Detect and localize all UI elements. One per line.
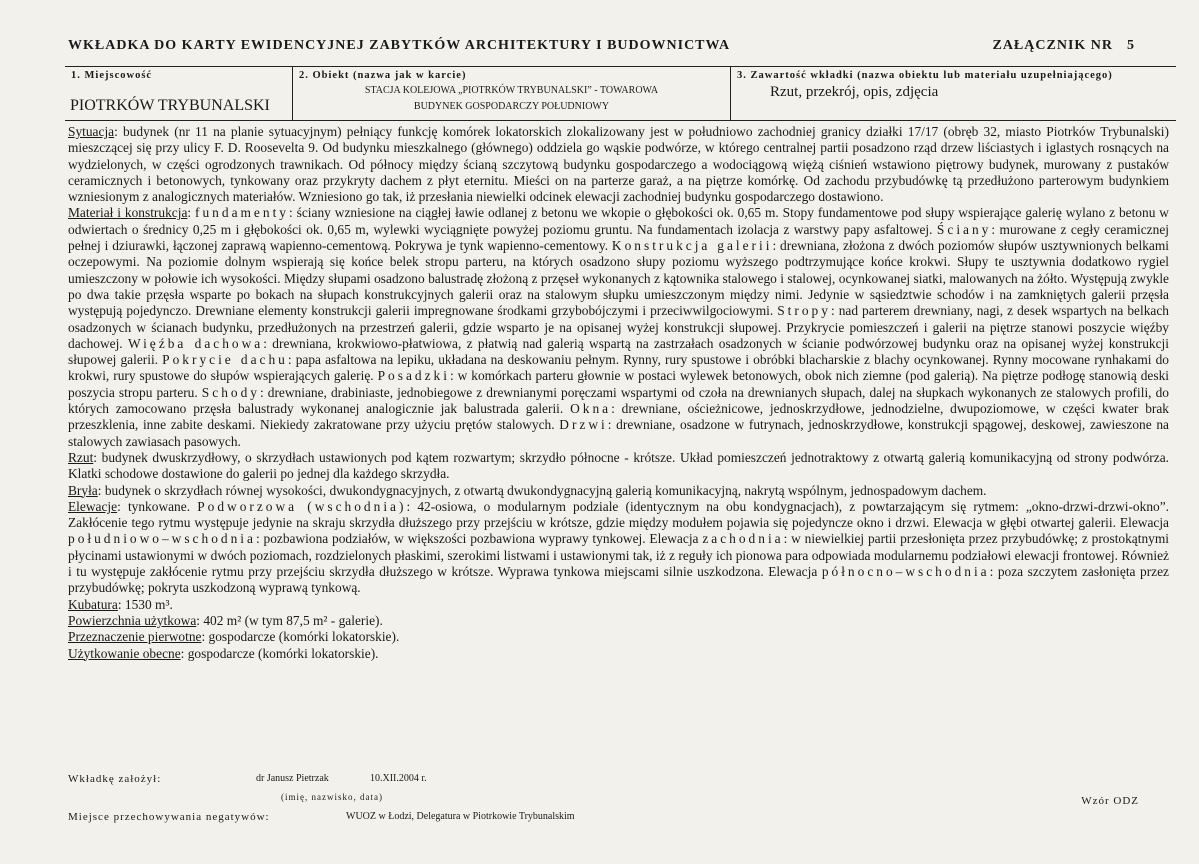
drzwi-text: : drewniane, osadzone w futrynach, jednoskrzydłowe, konstrukcji spągowej, deskowej, zawieszone na stalowych zawiasach pasowych. [68,417,1169,449]
wiezba-label: Więźba dachowa [127,335,264,351]
pokrycie-text: : papa asfaltowa na lepiku, układana na deskowaniu pełnym. Rynny, rury spustowe i obróbki blacharskie z blachy ocynkowanej. Rynny mocowane rynhakami do krokwi, rury spustowe do słupów wspierających galerię. [68,352,1170,384]
section-bryla [68,483,1169,499]
fundamenty-text: : ściany wzniesione na ciągłej ławie odlanej z betonu we wkopie o głębokości ok. 0,65 m. Stopy fundamentowe pod słupy wspierające galerię wylano z betonu w odwiertach o średnicy 0,25 m i głębokości ok. 0,65 m, wylewki wyciągnięte powyżej poziomu gruntu. Na fundamentach izolacja z warstwy papy asfaltowej. [68,205,1169,237]
zachodnia-label: zachodnia [702,531,784,547]
section-przeznaczenie [68,629,1169,645]
document-footer [68,770,1139,830]
author-date: 10.XII.2004 r. [370,773,427,784]
sytuacja-label: Sytuacja [68,124,115,139]
sciany-label: Ściany [936,221,992,237]
author-name: dr Janusz Pietrzak [256,773,329,784]
sytuacja-text: : budynek (nr 11 na planie sytuacyjnym) pełniący funkcję komórek lokatorskich zlokalizowany jest w południowo zachodniej granicy działki 17/17 (obręb 32, miasto Piotrków Trybunalski) mieszczącej się przy ulicy F. D. Roosevelta 9. Od budynku mieszkalnego (głównego) oddziela go wąskie podwórze, w którego centralnej partii posadzono rząd drzew liściastych i iglastych rosnących na wydzielonych, w części ogrodzonych trawnikach. Od północy między ścianą szczytową budynku gospodarczego a wodociągową więżą ciśnień wstawiono piętrowy budynek, murowany z pustaków ceramicznych i betonowych, tynkowany oraz przykryty dachem z płyt eternitu. Mieści on na parterze garaż, a na piętrze komórkę. Od zachodu przybudówkę tą przedłużono parterowym budynkiem wzniesionym z analogicznych materiałów. Wzniesiono go tak, iż przesłania niewielki odcinek elewacji zachodniej budynku gospodarczego dostawiono. [68,124,1169,205]
rzut-label: Rzut [68,449,94,465]
storage-value: WUOZ w Łodzi, Delegatura w Piotrkowie Trybunalskim [346,811,575,822]
przeznaczenie-value: : gospodarcze (komórki lokatorskie). [201,629,400,645]
stropy-label: Stropy [777,303,831,319]
drzwi-label: Drzwi [559,417,608,433]
contents-label: 3. Zawartość wkładki (nazwa obiektu lub materiału uzupełniającego) [737,70,1113,81]
przeznaczenie-label: Przeznaczenie pierwotne [68,629,202,645]
elewacje-text-4: : w niewielkiej partii przesłonięta przez przybudówkę; z prostokątnymi płycinami ustawionymi w dwóch poziomach, rozdzielonych płaskimi, szerokimi listwami i ustawionymi tak, iż z reguły ich pionowa para odpowiada modularnemu podziałowi elewacji frontowej. Również i tu występuje zakłócenie rytmu przy przejściu skrzydła dłuższego w krótsze. Wyprawa tynkowa miejscami silnie uszkodzona. Elewacja [68,531,1169,580]
okna-text: : drewniane, ościeżnicowe, jednoskrzydłowe, jednodzielne, dwupoziomowe, w części kwater brak przeszklenia, inne zabite deskami. Niekiedy zakratowane przy użyciu prętów stalowych. [68,401,1169,433]
elewacje-text-1: : tynkowane. [117,498,191,514]
sciany-text: : murowane z cegły ceramicznej pełnej i dziurawki, łączonej zaprawą wapienno-cementową. Pokrywa je tynk wapienno-cementowy. [68,221,1169,254]
author-label: Wkładkę założył: [68,773,162,785]
elewacje-label: Elewacje [68,498,118,514]
elewacje-text-3: : pozbawiona podziałów, w większości pozbawiona wyprawy tynkowej. Elewacja [255,531,699,547]
section-rzut [68,450,1169,483]
location-label: 1. Miejscowość [71,70,153,81]
schody-text: : drewniane, drabiniaste, jednobiegowe z drewnianymi poręczami wspartymi od czoła na drewnianych słupach, dalej na słupkach wykonanych ze stalowych profili, do których zamocowano przęsła balustrady wykonanej analogicznie jak balustrada galerii. [68,384,1169,417]
pld-wsch-label: południowo–wschodnia [68,531,256,547]
posadzki-label: Posadzki [377,368,450,384]
annex-value: 5 [1127,38,1135,53]
location-field [65,67,293,120]
object-label: 2. Obiekt (nazwa jak w karcie) [299,70,467,81]
fundamenty-label: fundamenty [195,205,289,221]
rzut-text: : budynek dwuskrzydłowy, o skrzydłach ustawionych pod kątem rozwartym; skrzydło północne - krótsze. Układ pomieszczeń jednotraktowy z otwartą galerią komunikacyjną od strony podwórza. Klatki schodowe dostawione do galerii po jednej dla każdego skrzydła. [68,449,1169,482]
kubatura-label: Kubatura [68,596,118,612]
section-elewacje [68,499,1169,597]
schody-label: Schody [201,384,260,400]
elewacje-text-5: : poza szczytem zasłonięta przez przybudówkę; pokryta uszkodzoną wyprawą tynkową. [68,564,1169,596]
form-mark: Wzór ODZ [1081,795,1139,807]
object-line-1: STACJA KOLEJOWA „PIOTRKÓW TRYBUNALSKI” - TOWAROWA [364,85,659,96]
okna-label: Okna [570,401,612,417]
storage-label: Miejsce przechowywania negatywów: [68,811,270,823]
contents-value: Rzut, przekrój, opis, zdjęcia [770,84,939,100]
annex-number [978,38,1135,54]
stropy-text: : nad parterem drewniany, nagi, z desek wspartych na belkach osadzonych w ścianach budynku, przedłużonych na przestrzeń galerii, gdzie wsparto je na opisanej wyżej konstrukcji słupowej. Przykrycie pomieszczeń i galerii na piętrze stanowi poszycie więźby dachowej. [68,303,1169,351]
wiezba-text: : drewniana, krokwiowo-płatwiowa, z płatwią nad galerią wspartą na zastrzałach osadzonych w ścianie podwórzowej budynku oraz na opisanej wyżej konstrukcji słupowej galerii. [68,335,1169,368]
document-header [68,38,1135,60]
section-uzytkowanie [68,646,1169,662]
location-value: PIOTRKÓW TRYBUNALSKI [70,97,270,114]
object-value [293,83,730,115]
pokrycie-label: Pokrycie dachu [162,352,288,368]
section-kubatura [68,597,1169,613]
object-field [293,67,731,120]
podworzowa-label: Podworzowa (wschodnia) [197,498,407,514]
author-note: (imię, nazwisko, data) [281,792,383,802]
section-material: Materiał i konstrukcja: fundamenty: ściany wzniesione na ciągłej ławie odlanej z betonu we wkopie o głębokości ok. 0,65 m. Stopy fundamentowe pod słupy wspierające galerię wylano z betonu w odwiertach o średnicy 0,25 m i głębokości ok. 0,65 m, wylewki wyciągnięte powyżej poziomu gruntu. Na fundamentach izolacja z warstwy papy asfaltowej. Ściany: murowane z cegły ceramicznej pełnej i dziurawki, łączonej zaprawą wapienno-cementową. Pokrywa je tynk wapienno-cementowy. Konstrukcja galerii: drewniana, złożona z dwóch poziomów słupów usztywnionych belkami oczepowymi. Na poziomie dolnym wspierają się końce belek stropu parteru, na których osadzono słupy poziomu wyższego podtrzymujące końce krokwi. Słupy te usztywnia dodatkowo rygiel umieszczony w połowie ich wysokości. Między słupami osadzono balustradę złożoną z przęseł wykonanych z kątownika stalowego i stalowej, ocynkowanej siatki, malowanych na żółto. Występują zwykle po dwa takie przęsła wsparte po bokach na słupach konstrukcyjnych galerii oraz na stalowym słupku umieszczonym między nimi. Jedynie w sąsiedztwie schodów i na zamkniętych galerii przęsła występują pojedynczo. Drewniane elementy konstrukcji galerii impregnowane środkami grzybobójczymi i przeciwwilgociowymi. Stropy: nad parterem drewniany, nagi, z desek wspartych na belkach osadzonych w ścianach budynku, przedłużonych na przestrzeń galerii, gdzie wsparto je na opisanej wyżej konstrukcji słupowej. Przykrycie pomieszczeń i galerii na piętrze stanowi poszycie więźby dachowej. Więźba dachowa: drewniana, krokwiowo-płatwiowa, z płatwią nad galerią wspartą na zastrzałach osadzonych w ścianie podwórzowej budynku oraz na opisanej wyżej konstrukcji słupowej galerii. Pokrycie dachu: papa asfaltowa na lepiku, układana na deskowaniu pełnym. Rynny, rury spustowe i obróbki blacharskie z blachy ocynkowanej. Rynny mocowane rynhakami do krokwi, rury spustowe do słupów wspierających galerię. Posadzki: w komórkach parteru głownie w postaci wylewek betonowych, obok nich ziemne (pod galerią). Na piętrze podłogę stanowią deski poszycia stropu parteru. Schody: drewniane, drabiniaste, jednobiegowe z drewnianymi poręczami wspartymi od czoła na drewnianych słupach, dalej na słupkach wykonanych ze stalowych profili, do których zamocowano przęsła balustrady wykonanej analogicznie jak balustrada galerii. Okna: drewniane, ościeżnicowe, jednoskrzydłowe, jednodzielne, dwupoziomowe, w części kwater brak przeszklenia, inne zabite deskami. Niekiedy zakratowane przy użyciu prętów stalowych. Drzwi: drewniane, osadzone w futrynach, jednoskrzydłowe, konstrukcji spągowej, deskowej, zawieszone na stalowych zawiasach pasowych. [68,205,1170,449]
uzytkowanie-label: Użytkowanie obecne [68,645,181,661]
elewacje-text-2: : 42-osiowa, o modularnym podziale (identycznym na obu kondygnacjach), z powtarzającym się rytmem: „okno-drzwi-drzwi-okno”. Zakłócenie tego rytmu występuje jedynie na skraju skrzydła dłuższego przy przejściu w krótsze, gdzie między modułem pojawia się pojedyncze okno i drzwi. Elewacja w głębi otwartej galerii. Elewacja [68,498,1169,531]
section-powierzchnia [68,613,1169,629]
posadzki-text: : w komórkach parteru głownie w postaci wylewek betonowych, obok nich ziemne (pod galerią). Na piętrze podłogę stanowią deski poszycia stropu parteru. [68,368,1169,400]
object-line-2: BUDYNEK GOSPODARCZY POŁUDNIOWY [413,101,610,112]
uzytkowanie-value: : gospodarcze (komórki lokatorskie). [180,645,379,661]
kubatura-value: : 1530 m³. [117,596,173,612]
contents-field [731,67,1176,120]
description-body [68,124,1169,662]
powierzchnia-value: : 402 m² (w tym 87,5 m² - galerie). [196,612,383,628]
powierzchnia-label: Powierzchnia użytkowa [68,612,197,628]
material-label: Materiał i konstrukcja [68,205,188,221]
form-fields-row [65,66,1176,121]
document-title: WKŁADKA DO KARTY EWIDENCYJNEJ ZABYTKÓW ARCHITEKTURY I BUDOWNICTWA [68,38,731,53]
section-sytuacja [68,124,1169,205]
bryla-label: Bryła [68,482,98,498]
annex-label: ZAŁĄCZNIK NR [992,38,1113,53]
konstrukcja-text: : drewniana, złożona z dwóch poziomów słupów usztywnionych belkami oczepowymi. Na poziomie dolnym wspierają się końce belek stropu parteru, na których osadzono słupy poziomu wyższego podtrzymujące końce krokwi. Słupy te usztywnia dodatkowo rygiel umieszczony w połowie ich wysokości. Między słupami osadzono balustradę złożoną z przęseł wykonanych z kątownika stalowego i stalowej, ocynkowanej siatki, malowanych na żółto. Występują zwykle po dwa takie przęsła wsparte po bokach na słupach konstrukcyjnych galerii oraz na stalowym słupku umieszczonym między nimi. Jedynie w sąsiedztwie schodów i na zamkniętych galerii przęsła występują pojedynczo. Drewniane elementy konstrukcji galerii impregnowane środkami grzybobójczymi i przeciwwilgociowymi. [68,238,1169,319]
pn-wsch-label: północno–wschodnia [821,564,990,580]
bryla-text: : budynek o skrzydłach równej wysokości, dwukondygnacyjnych, z otwartą dwukondygnacyjną galerią komunikacyjną, nakrytą wspólnym, jednospadowym dachem. [97,482,987,498]
konstrukcja-label: Konstrukcja galerii [611,238,773,254]
